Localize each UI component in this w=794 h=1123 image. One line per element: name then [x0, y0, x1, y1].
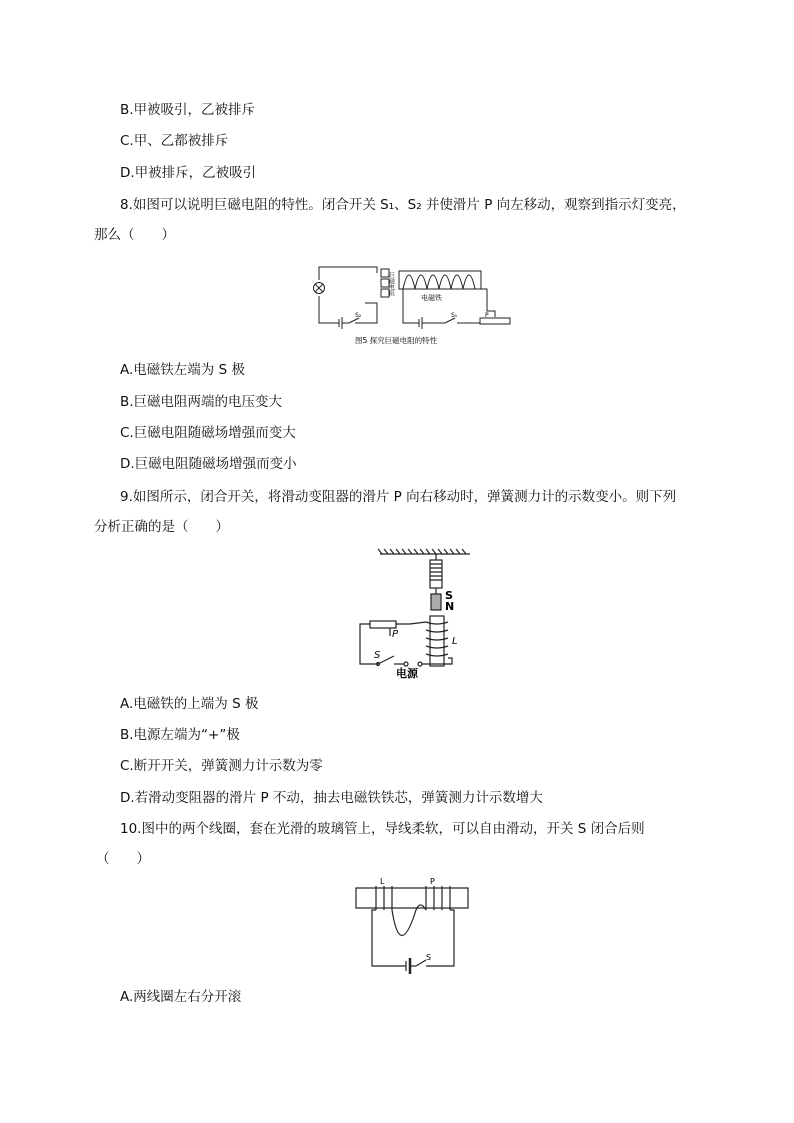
- q10-coils-figure: [350, 876, 476, 974]
- q9-option-c: C.断开开关，弹簧测力计示数为零: [120, 758, 323, 774]
- figure-caption: 图5 探究巨磁电阻的特性: [355, 336, 438, 345]
- q8-stem-line2: 那么（ ）: [94, 227, 175, 243]
- q10-option-a: A.两线圈左右分开滚: [120, 989, 242, 1005]
- s2-label: S₂: [355, 312, 362, 319]
- q9-stem-line2: 分析正确的是（ ）: [94, 519, 229, 535]
- q9-option-d: D.若滑动变阻器的滑片 P 不动，抽去电磁铁铁芯，弹簧测力计示数增大: [120, 790, 543, 806]
- switch-label: S: [374, 650, 381, 661]
- s1-label: S₁: [451, 312, 458, 319]
- q8-stem-line1: 8.如图可以说明巨磁电阻的特性。闭合开关 S₁、S₂ 并使滑片 P 向左移动，观察到指示灯变亮，: [120, 197, 686, 213]
- glass-tube: [356, 888, 468, 908]
- q9-electromagnet-figure: [350, 546, 480, 681]
- q8-option-a: A.电磁铁左端为 S 极: [120, 362, 245, 378]
- l-label: L: [452, 636, 458, 647]
- n-pole-label: N: [445, 600, 455, 613]
- power-label: 电源: [396, 667, 418, 680]
- q10-stem-line2: （ ）: [96, 851, 150, 867]
- p-label: P: [485, 312, 489, 319]
- q8-option-b: B.巨磁电阻两端的电压变大: [120, 394, 283, 410]
- q8-option-d: D.巨磁电阻随磁场增强而变小: [120, 456, 297, 472]
- q8-gmr-circuit-figure: [305, 255, 525, 347]
- q8-option-c: C.巨磁电阻随磁场增强而变大: [120, 425, 296, 441]
- q7-option-d: D.甲被排斥，乙被吸引: [120, 165, 257, 181]
- switch-s-label: S: [426, 953, 432, 962]
- rheostat: [370, 621, 396, 628]
- q10-stem-line1: 10.图中的两个线圈，套在光滑的玻璃管上，导线柔软，可以自由滑动，开关 S 闭合后则: [120, 821, 645, 837]
- q7-option-b: B.甲被吸引，乙被排斥: [120, 102, 256, 118]
- coil-p-label: P: [430, 877, 435, 886]
- q9-stem-line1: 9.如图所示，闭合开关，将滑动变阻器的滑片 P 向右移动时，弹簧测力计的示数变小。则下列: [120, 489, 677, 505]
- q7-option-c: C.甲、乙都被排斥: [120, 133, 229, 149]
- s-pole-label: S: [445, 589, 453, 602]
- bar-magnet: [431, 594, 441, 610]
- coil-l-label: L: [380, 877, 385, 886]
- p-label: P: [392, 629, 399, 640]
- q9-option-a: A.电磁铁的上端为 S 极: [120, 696, 259, 712]
- electromagnet-label: 电磁铁: [421, 294, 442, 302]
- gmr-label: 巨磁电阻: [387, 272, 395, 296]
- q9-option-b: B.电源左端为“+”极: [120, 727, 240, 743]
